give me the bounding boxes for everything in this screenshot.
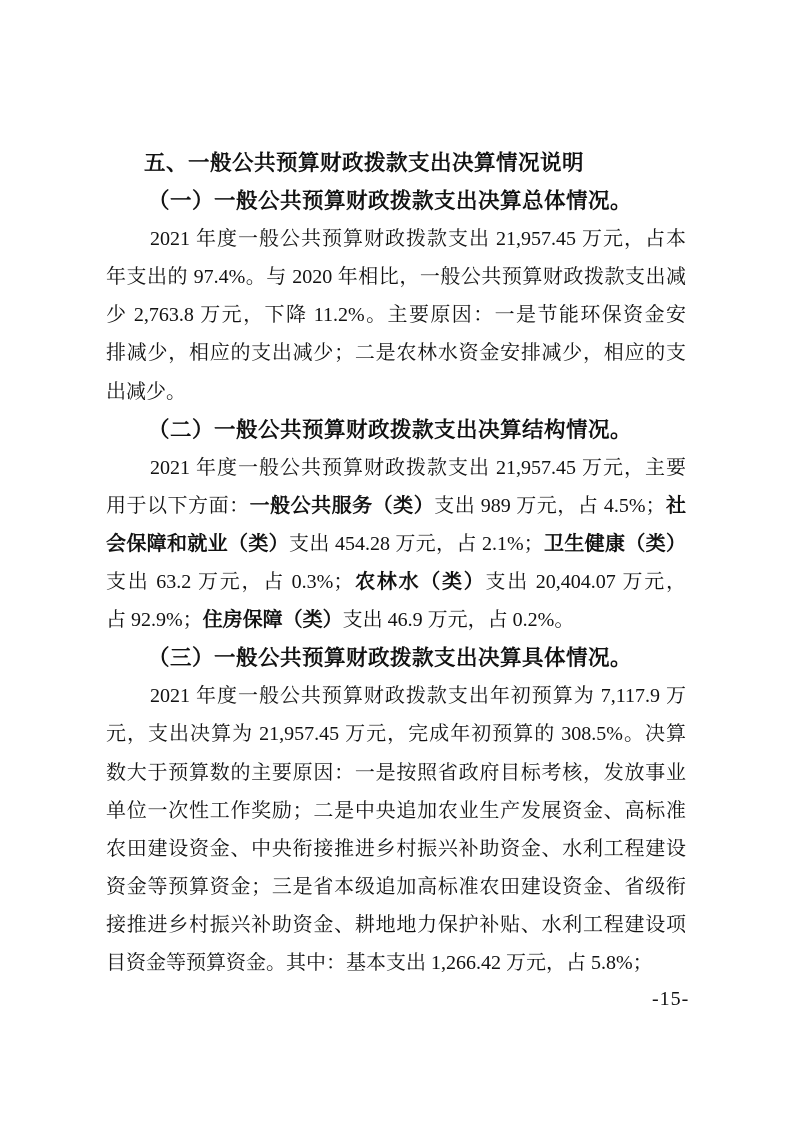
text-segment: 支出 454.28 万元，占 2.1%；	[289, 532, 544, 555]
sec3-line-4: 单位一次性工作奖励；二是中央追加农业生产发展资金、高标准	[106, 799, 686, 822]
bold-text-segment: 社	[665, 494, 687, 517]
text-segment: 支出 989 万元，占 4.5%；	[434, 494, 666, 517]
section-1-heading: （一）一般公共预算财政拨款支出决算总体情况。	[148, 189, 633, 214]
sec1-line-1: 2021 年度一般公共预算财政拨款支出 21,957.45 万元，占本	[150, 228, 686, 251]
sec1-line-2: 年支出的 97.4%。与 2020 年相比，一般公共预算财政拨款支出减	[106, 266, 686, 289]
sec2-line-5	[106, 601, 686, 639]
sec2-line-4	[106, 563, 686, 601]
text-segment: 占 92.9%；	[106, 609, 203, 632]
sec2-line-3	[106, 525, 686, 563]
bold-text-segment: 会保障和就业（类）	[106, 532, 289, 555]
sec3-line-5: 农田建设资金、中央衔接推进乡村振兴补助资金、水利工程建设	[106, 837, 686, 860]
bold-text-segment: 卫生健康（类）	[543, 532, 687, 555]
sec3-line-1: 2021 年度一般公共预算财政拨款支出年初预算为 7,117.9 万	[150, 685, 686, 708]
sec1-line-3: 少 2,763.8 万元，下降 11.2%。主要原因：一是节能环保资金安	[106, 304, 686, 327]
section-3-heading: （三）一般公共预算财政拨款支出决算具体情况。	[148, 646, 633, 671]
sec2-line-2	[106, 487, 686, 525]
sec2-line-1: 2021 年度一般公共预算财政拨款支出 21,957.45 万元，主要	[150, 456, 686, 479]
text-segment: 支出 20,404.07 万元，	[485, 571, 686, 594]
text-segment: 用于以下方面：	[106, 494, 250, 517]
section-2-heading: （二）一般公共预算财政拨款支出决算结构情况。	[148, 417, 633, 442]
sec3-line-2: 元，支出决算为 21,957.45 万元，完成年初预算的 308.5%。决算	[106, 723, 686, 746]
sec1-line-4: 排减少，相应的支出减少；二是农林水资金安排减少，相应的支	[106, 342, 686, 365]
sec3-line-8: 目资金等预算资金。其中：基本支出 1,266.42 万元，占 5.8%；	[106, 951, 653, 974]
bold-text-segment: 一般公共服务（类）	[249, 494, 435, 517]
sec3-line-7: 接推进乡村振兴补助资金、耕地地力保护补贴、水利工程建设项	[106, 913, 686, 936]
document-body	[106, 144, 686, 982]
text-segment: 支出 46.9 万元，占 0.2%。	[342, 609, 575, 632]
sec3-line-6: 资金等预算资金；三是省本级追加高标准农田建设资金、省级衔	[106, 875, 686, 898]
sec3-line-3: 数大于预算数的主要原因：一是按照省政府目标考核，发放事业	[106, 761, 686, 784]
text-segment: 支出 63.2 万元，占 0.3%；	[106, 571, 354, 594]
sec1-line-5: 出减少。	[106, 380, 186, 403]
page-number: -15-	[652, 988, 690, 1010]
bold-text-segment: 农林水（类）	[353, 571, 486, 594]
doc-title: 五、一般公共预算财政拨款支出决算情况说明	[144, 151, 585, 175]
bold-text-segment: 住房保障（类）	[202, 609, 343, 632]
